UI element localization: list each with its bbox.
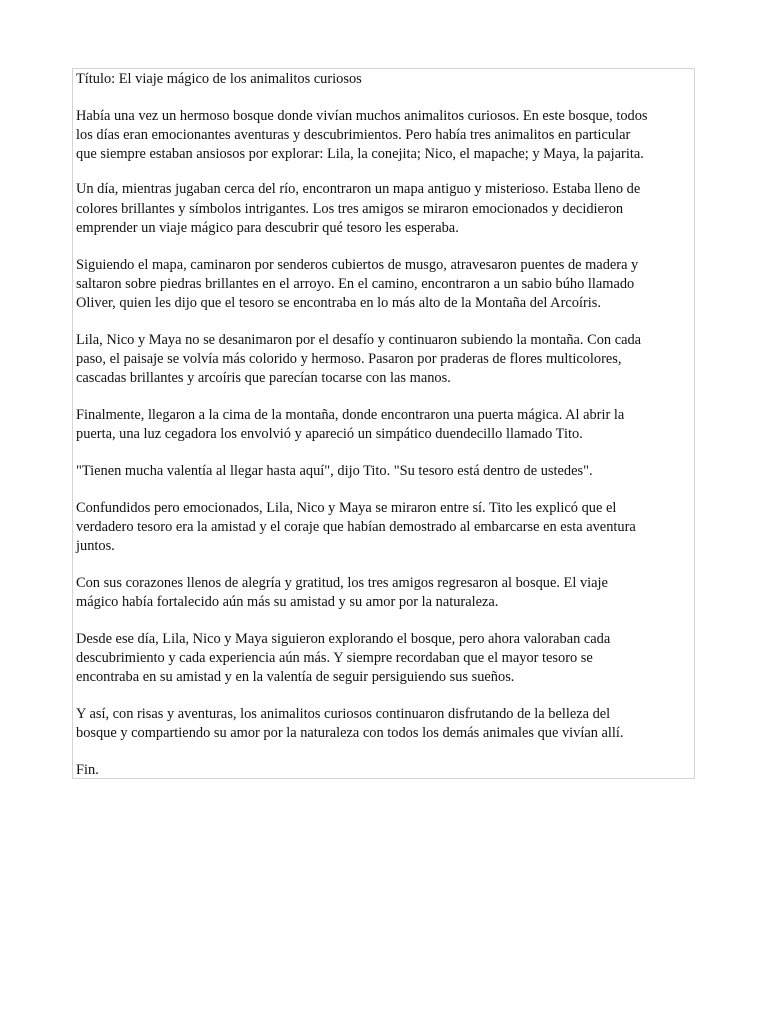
paragraph-9-line-1: Desde ese día, Lila, Nico y Maya siguieron explorando el bosque, pero ahora valoraban cada — [76, 631, 611, 647]
paragraph-7-line-1: Confundidos pero emocionados, Lila, Nico y Maya se miraron entre sí. Tito les explicó que el — [76, 500, 617, 516]
paragraph-2-line-2: colores brillantes y símbolos intrigantes. Los tres amigos se miraron emocionados y decidieron — [76, 201, 624, 217]
paragraph-2-line-3: emprender un viaje mágico para descubrir qué tesoro les esperaba. — [76, 220, 459, 236]
paragraph-7-line-3: juntos. — [76, 538, 115, 554]
paragraph-4-line-3: cascadas brillantes y arcoíris que parecían tocarse con las manos. — [76, 370, 451, 386]
story-title: Título: El viaje mágico de los animalitos curiosos — [76, 71, 362, 87]
paragraph-6-line-1: "Tienen mucha valentía al llegar hasta aquí", dijo Tito. "Su tesoro está dentro de ustedes". — [76, 463, 593, 479]
paragraph-2-line-1: Un día, mientras jugaban cerca del río, encontraron un mapa antiguo y misterioso. Estaba lleno de — [76, 181, 641, 197]
paragraph-3-line-2: saltaron sobre piedras brillantes en el arroyo. En el camino, encontraron a un sabio búho llamado — [76, 276, 635, 292]
paragraph-10-line-1: Y así, con risas y aventuras, los animalitos curiosos continuaron disfrutando de la belleza del — [76, 706, 611, 722]
paragraph-3-line-3: Oliver, quien les dijo que el tesoro se encontraba en lo más alto de la Montaña del Arcoíris. — [76, 295, 601, 311]
paragraph-4-line-1: Lila, Nico y Maya no se desanimaron por el desafío y continuaron subiendo la montaña. Con cada — [76, 332, 642, 348]
paragraph-4-line-2: paso, el paisaje se volvía más colorido y hermoso. Pasaron por praderas de flores multicolores, — [76, 351, 622, 367]
paragraph-5-line-1: Finalmente, llegaron a la cima de la montaña, donde encontraron una puerta mágica. Al abrir la — [76, 407, 625, 423]
paragraph-3-line-1: Siguiendo el mapa, caminaron por senderos cubiertos de musgo, atravesaron puentes de madera y — [76, 257, 639, 273]
paragraph-1-line-2: los días eran emocionantes aventuras y descubrimientos. Pero había tres animalitos en particular — [76, 127, 631, 143]
paragraph-7-line-2: verdadero tesoro era la amistad y el coraje que habían demostrado al embarcarse en esta aventura — [76, 519, 636, 535]
story-text-box — [72, 68, 695, 779]
paragraph-8-line-1: Con sus corazones llenos de alegría y gratitud, los tres amigos regresaron al bosque. El viaje — [76, 575, 608, 591]
paragraph-1-line-3: que siempre estaban ansiosos por explorar: Lila, la conejita; Nico, el mapache; y Maya, la pajarita. — [76, 146, 644, 162]
paragraph-9-line-2: descubrimiento y cada experiencia aún más. Y siempre recordaban que el mayor tesoro se — [76, 650, 593, 666]
paragraph-10-line-2: bosque y compartiendo su amor por la naturaleza con todos los demás animales que vivían allí. — [76, 725, 624, 741]
paragraph-8-line-2: mágico había fortalecido aún más su amistad y su amor por la naturaleza. — [76, 594, 499, 610]
paragraph-5-line-2: puerta, una luz cegadora los envolvió y apareció un simpático duendecillo llamado Tito. — [76, 426, 583, 442]
ending-text: Fin. — [76, 762, 99, 778]
paragraph-1-line-1: Había una vez un hermoso bosque donde vivían muchos animalitos curiosos. En este bosque, todos — [76, 108, 648, 124]
paragraph-9-line-3: encontraba en su amistad y en la valentía de seguir persiguiendo sus sueños. — [76, 669, 515, 685]
